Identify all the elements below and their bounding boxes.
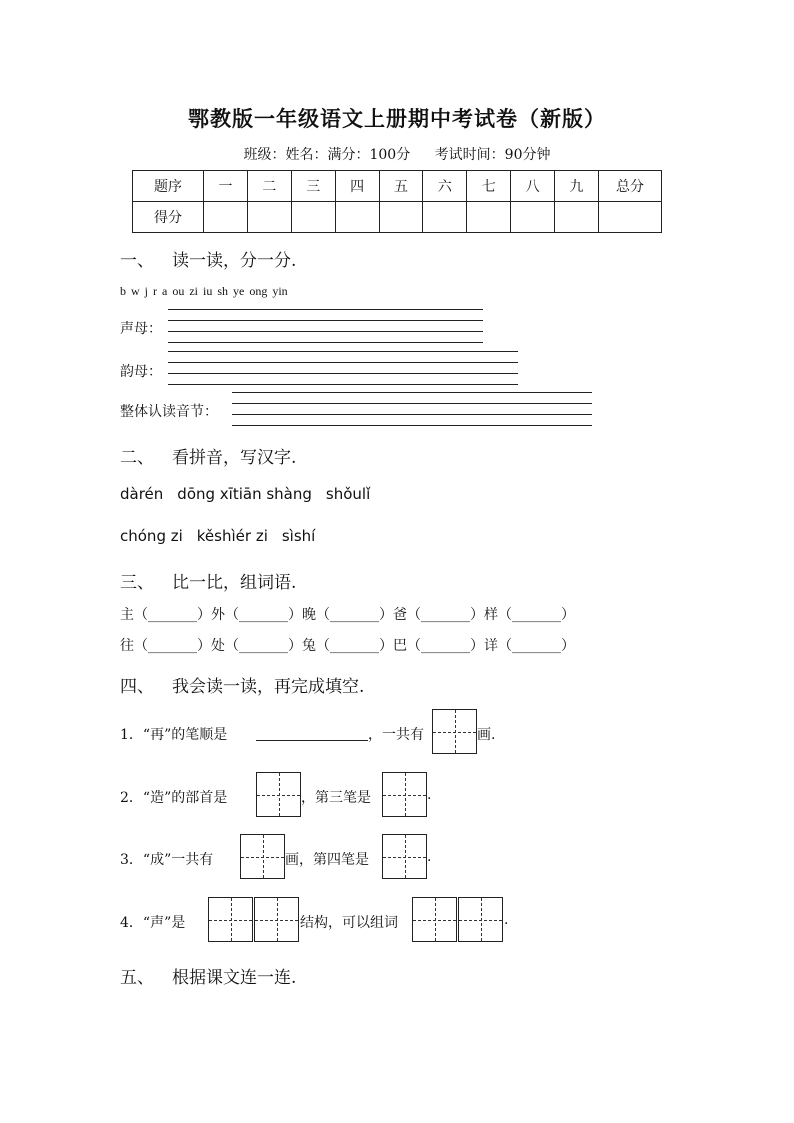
pinyin-word: dōng xītiān shàng [177, 485, 312, 503]
score-input-cell[interactable] [555, 202, 599, 233]
score-row-label: 得分 [133, 202, 204, 233]
writing-grid-box[interactable] [382, 834, 427, 879]
writing-grid-box[interactable] [208, 897, 253, 942]
score-header-cell: 二 [247, 171, 291, 202]
score-header-cell: 八 [511, 171, 555, 202]
score-header-cell: 四 [335, 171, 379, 202]
question-4-middle: 结构，可以组词 [300, 915, 398, 931]
score-table-header-row [133, 171, 662, 202]
exam-time: 考试时间：90分钟 [434, 147, 551, 163]
writing-grid-box[interactable] [412, 897, 457, 942]
section-number: 三、 [120, 573, 154, 593]
section-title: 看拼音，写汉字. [172, 448, 297, 468]
question-3-prefix: 3．“成”一共有 [120, 852, 214, 868]
question-4-suffix: . [504, 912, 509, 928]
answer-line[interactable] [168, 309, 483, 310]
section-title: 读一读，分一分. [172, 251, 297, 271]
compare-row-1: 主（_______）外（_______）晚（_______）爸（_______）样（_______） [120, 607, 575, 623]
pinyin-letter-list: b w j r a ou zi iu sh ye ong yin [120, 284, 288, 298]
question-4-prefix: 4．“声”是 [120, 915, 186, 931]
answer-line[interactable] [168, 331, 483, 332]
pinyin-word: sìshí [281, 527, 316, 545]
question-2-middle: ，第三笔是 [301, 790, 371, 806]
section-3-heading [120, 568, 296, 593]
question-1-prefix: 1．“再”的笔顺是 [120, 727, 228, 743]
section-5-heading [120, 963, 296, 988]
class-name-fields: 班级：姓名：满分：100分 [243, 147, 411, 163]
question-2-suffix: . [427, 787, 432, 803]
answer-line[interactable] [168, 351, 518, 352]
answer-line[interactable] [168, 320, 483, 321]
score-header-cell: 总分 [599, 171, 662, 202]
pinyin-word: chóng zi [120, 527, 183, 545]
answer-line[interactable] [232, 425, 592, 426]
exam-meta [0, 144, 794, 164]
answer-line[interactable] [168, 362, 518, 363]
section-number: 一、 [120, 251, 154, 271]
finals-label: 韵母： [120, 364, 162, 380]
score-header-cell: 七 [467, 171, 511, 202]
answer-line[interactable] [232, 403, 592, 404]
question-2-prefix: 2．“造”的部首是 [120, 790, 228, 806]
question-3-suffix: . [427, 849, 432, 865]
answer-line[interactable] [168, 342, 483, 343]
compare-row-2: 往（_______）处（_______）兔（_______）巴（_______）详（_______） [120, 638, 575, 654]
page-title: 鄂教版一年级语文上册期中考试卷（新版） [188, 106, 606, 131]
writing-grid-box[interactable] [254, 897, 299, 942]
score-header-cell: 三 [291, 171, 335, 202]
pinyin-line-1 [120, 485, 384, 503]
score-table [132, 170, 662, 233]
score-table-score-row [133, 202, 662, 233]
score-input-cell[interactable] [423, 202, 467, 233]
score-header-cell: 五 [379, 171, 423, 202]
writing-grid-box[interactable] [458, 897, 503, 942]
section-title: 我会读一读，再完成填空. [172, 677, 365, 697]
score-input-cell[interactable] [204, 202, 248, 233]
score-header-cell: 六 [423, 171, 467, 202]
answer-line[interactable] [168, 384, 518, 385]
score-header-cell: 九 [555, 171, 599, 202]
question-1-suffix: 画. [477, 727, 496, 743]
score-input-cell[interactable] [247, 202, 291, 233]
writing-grid-box[interactable] [382, 772, 427, 817]
stroke-order-blank[interactable] [256, 740, 368, 741]
answer-line[interactable] [232, 414, 592, 415]
answer-line[interactable] [232, 392, 592, 393]
section-title: 比一比，组词语. [172, 573, 297, 593]
writing-grid-box[interactable] [240, 834, 285, 879]
score-input-cell[interactable] [335, 202, 379, 233]
pinyin-line-2 [120, 527, 329, 545]
section-number: 五、 [120, 968, 154, 988]
score-input-cell[interactable] [467, 202, 511, 233]
section-number: 四、 [120, 677, 154, 697]
section-title: 根据课文连一连. [172, 968, 297, 988]
question-3-middle: 画，第四笔是 [285, 852, 369, 868]
writing-grid-box[interactable] [256, 772, 301, 817]
section-1-heading [120, 246, 296, 271]
score-header-cell: 题序 [133, 171, 204, 202]
question-1-middle: ，一共有 [368, 727, 424, 743]
writing-grid-box[interactable] [432, 709, 477, 754]
section-4-heading [120, 672, 364, 697]
score-input-cell[interactable] [379, 202, 423, 233]
score-header-cell: 一 [204, 171, 248, 202]
pinyin-word: shǒulǐ [325, 485, 371, 503]
score-input-cell[interactable] [291, 202, 335, 233]
score-input-cell[interactable] [511, 202, 555, 233]
answer-line[interactable] [168, 373, 518, 374]
initials-label: 声母： [120, 321, 162, 337]
pinyin-word: dàrén [120, 485, 164, 503]
whole-syllable-label: 整体认读音节： [120, 404, 218, 420]
score-input-cell[interactable] [599, 202, 662, 233]
pinyin-word: kěshìér zi [196, 527, 268, 545]
section-number: 二、 [120, 448, 154, 468]
section-2-heading [120, 443, 296, 468]
